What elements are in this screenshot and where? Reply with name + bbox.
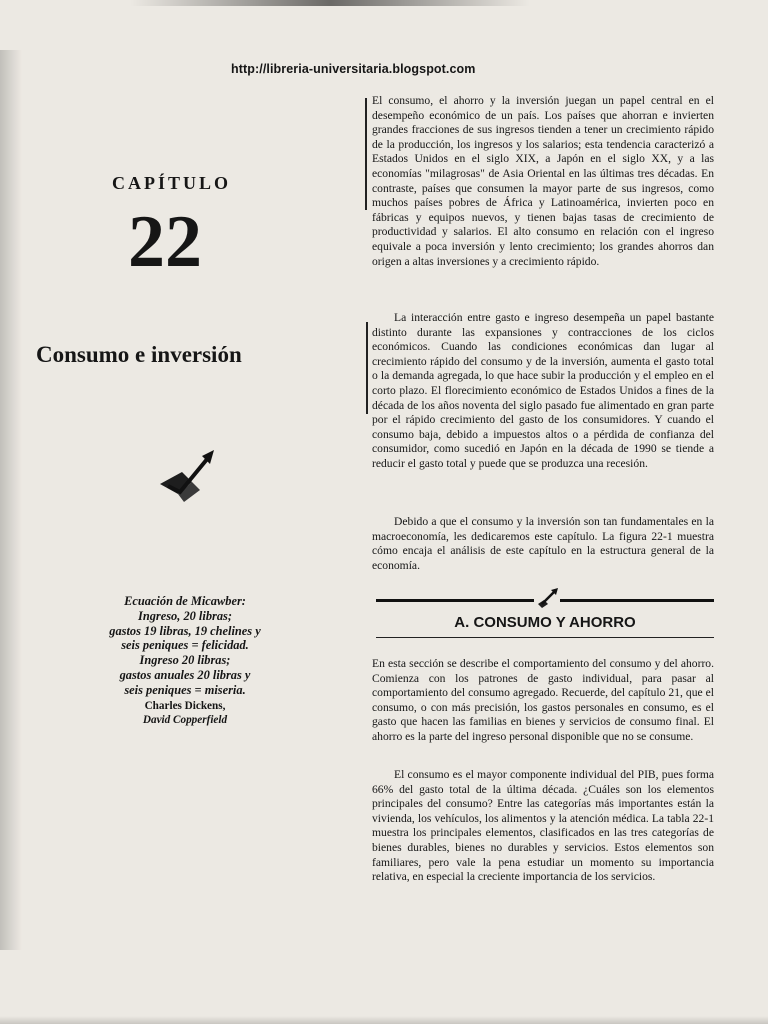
section-title: A. CONSUMO Y AHORRO (454, 614, 636, 631)
intro-paragraph-2 (372, 311, 714, 472)
epigraph-line: Ingreso 20 libras; (139, 653, 231, 668)
epigraph-line: Ingreso, 20 libras; (138, 608, 232, 623)
paragraph-text: La interacción entre gasto e ingreso desempeña un papel bastante distinto durante las expansiones y contracciones de los ciclos económicos. Cuando las condiciones económicas dan lugar al crecimiento rápido del consumo y de la inversión, aumenta el gasto total o la demanda agregada, lo que hace subir la producción y el empleo en el corto plazo. El florecimiento económico de Estados Unidos a fines de la década de los años noventa del siglo pasado fue alimentado en gran parte por el rápido crecimiento del gasto de los consumidores. Y cuando el consumo baja, debido a impuestos altos o a pérdida de confianza del consumidor, como sucedió en Japón en la década de 1990 se tiende a reducir el gasto total y puede que se produzca una recesión. (372, 311, 714, 470)
pen-arrow-icon (534, 586, 560, 612)
intro-paragraph-1 (372, 94, 714, 269)
scan-top-shadow (130, 0, 530, 6)
margin-change-bar (365, 98, 367, 210)
section-paragraph-1 (372, 657, 714, 745)
chapter-title: Consumo e inversión (36, 342, 242, 367)
epigraph-work: David Copperfield (142, 713, 228, 726)
chapter-label: CAPÍTULO (112, 173, 232, 193)
epigraph (80, 594, 290, 698)
section-paragraph-2 (372, 768, 714, 885)
scan-bottom-edge (0, 1016, 768, 1024)
epigraph-line: seis peniques = miseria. (124, 682, 246, 697)
margin-change-bar (366, 322, 368, 414)
paragraph-text: El consumo, el ahorro y la inversión juegan un papel central en el desempeño económico de un país. Los países que ahorran e invierten grandes fracciones de sus ingresos tienden a tener un crecimiento rápido de la producción, los ingresos y los salarios; esta tendencia caracterizó a Estados Unidos en el siglo XIX, a Japón en el siglo XX, y a las economías "milagrosas" de Asia Oriental en las últimas tres décadas. En contraste, países que consumen la mayor parte de sus ingresos, como muchos países pobres de África y Latinoamérica, invierten poco en fábricas y equipos nuevos, y tienen bajas tasas de crecimiento de productividad y salarios. El alto consumo en relación con el ingreso equivale a poca inversión y lento crecimiento; los grandes ahorros dan origen a altas inversiones y a crecimiento rápido. (372, 94, 714, 268)
source-url: http://libreria-universitaria.blogspot.com (231, 62, 476, 76)
paragraph-text: Debido a que el consumo y la inversión son tan fundamentales en la macroeconomía, les dedicaremos este capítulo. La figura 22-1 muestra cómo encaja el análisis de este capítulo en la estructura general de la economía. (372, 515, 714, 572)
epigraph-line: gastos 19 libras, 19 chelines y (109, 623, 261, 638)
scan-left-edge (0, 50, 22, 950)
intro-paragraph-3 (372, 515, 714, 573)
epigraph-line: seis peniques = felicidad. (121, 638, 249, 653)
epigraph-line: gastos anuales 20 libras y (119, 667, 251, 682)
paragraph-text: El consumo es el mayor componente individual del PIB, pues forma 66% del gasto total de la última década. ¿Cuáles son los elementos principales del consumo? Entre las categorías más importantes están la vivienda, los vehículos, los alimentos y la atención médica. La tabla 22-1 muestra los principales elementos, clasificados en las tres categorías de bienes durables, bienes no durables y servicios. Estos elementos son familiares, pero vale la pena estudiar un momento su importancia relativa, en especial la creciente importancia de los servicios. (372, 768, 714, 884)
epigraph-line: Ecuación de Micawber: (124, 594, 246, 608)
chapter-number: 22 (128, 201, 202, 283)
epigraph-author: Charles Dickens, (144, 700, 226, 712)
checkmark-arrow-icon (156, 444, 220, 508)
section-rule-thin (376, 637, 714, 638)
epigraph-attribution (80, 700, 290, 727)
paragraph-text: En esta sección se describe el comportamiento del consumo y del ahorro. Comienza con los patrones de gasto individual, para pasar al comportamiento del consumo agregado. Recuerde, del capítulo 21, que el consumo, o con más precisión, los gastos personales en consumo, es el gasto que hacen las familias en bienes y servicios de consumo final. El ahorro es la parte del ingreso personal disponible que no se consume. (372, 657, 714, 743)
